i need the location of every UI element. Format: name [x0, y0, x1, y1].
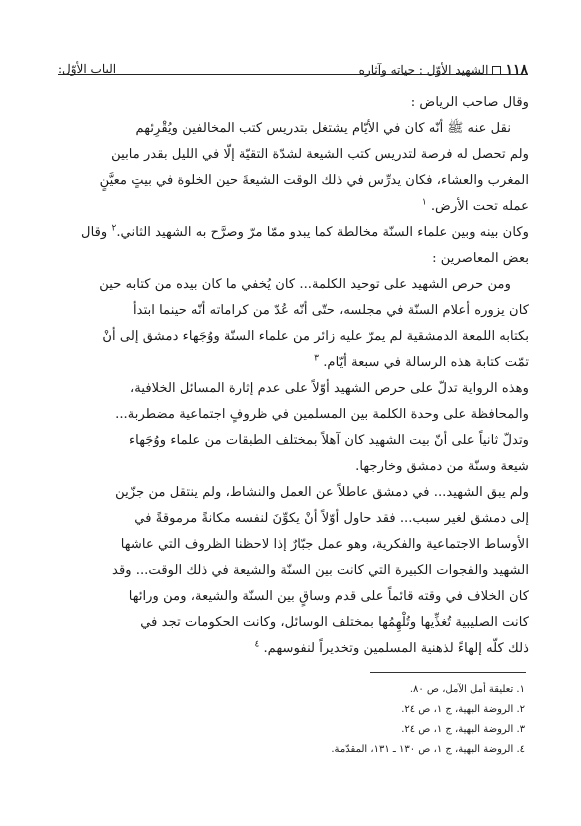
footnote-item: ٤. الروضة البهية، ج ١، ص ١٣٠ ـ ١٣١، المقدّمة. — [331, 744, 525, 755]
book-title: الشهيد الأوّل : حياته وآثاره — [358, 63, 489, 77]
footnotes — [55, 680, 525, 760]
paragraph-line: الأوساط الاجتماعية والفكرية، وهو عمل جبّارٌ إذا لاحظنا الظروف التي عاشها — [120, 537, 529, 552]
paragraph-line: كانت الصليبية تُغذِّيها وتُلْهِمُها بمختلف الوسائل، وكانت الحكومات تجد في — [140, 615, 529, 630]
paragraph-line: بكتابه اللمعة الدمشقية لم يمرّ عليه زائر من علماء السنّة ووُجَهاء دمشق إلى أنْ — [102, 329, 529, 344]
paragraph-line: بعض المعاصرين : — [432, 251, 529, 266]
paragraph-line: الشهيد والفجوات الكبيرة التي كانت بين السنّة والشيعة في ذلك الوقت... وقد — [112, 563, 529, 578]
paragraph-line: ذلك كلّه إلهاءً لذهنية المسلمين وتخديراً لنفوسهم. $^٤$ — [254, 639, 529, 656]
paragraph-line: كان الخلاف في وقته قائماً على قدم وساقٍ بين السنّة والشيعة، ومن ورائها — [128, 589, 529, 604]
footnote-ref: ٣ — [314, 353, 320, 364]
paragraph-line: عمله تحت الأرض. $^١$ — [421, 197, 529, 214]
paragraph-line: نقل عنه ﷺ أنّه كان في الأيّام يشتغل بتدريس كتب المخالفين ويُقْرِئهم — [135, 121, 511, 136]
paragraph-line: ولم يبق الشهيد... في دمشق عاطلاً عن العمل والنشاط، ولم ينتقل من جزّين — [115, 485, 529, 500]
footnote-ref: ٢ — [111, 223, 117, 234]
footnote-ref: ٤ — [254, 639, 260, 650]
paragraph-line: وكان بينه وبين علماء السنّة مخالطة كما يبدو ممّا مرّ وصرَّح به الشهيد الثاني.$^٢$ وقال — [81, 223, 529, 240]
main-text — [53, 90, 529, 662]
paragraph-line: ومن حرص الشهيد على توحيد الكلمة... كان يُخفي ما كان بيده من كتابه حين — [99, 277, 511, 292]
header-rule — [58, 74, 528, 75]
page-number: ١١٨ — [505, 62, 528, 78]
paragraph-line: وقال صاحب الرياض : — [410, 95, 529, 110]
footnote-item: ٢. الروضة البهية، ج ١، ص ٢٤. — [401, 704, 525, 715]
header-book-info — [359, 62, 528, 78]
paragraph-line: والمحافظة على وحدة الكلمة بين المسلمين في ظروفٍ اجتماعية مضطربة... — [115, 407, 529, 422]
footnote-ref: ١ — [421, 197, 427, 208]
paragraph-line: المغرب والعشاء، فكان يدرِّس في ذلك الوقت الشيعةَ حين الخلوة في بيتٍ معيَّنٍ — [99, 173, 529, 188]
paragraph-line: تمّت كتابة هذه الرسالة في سبعة أيّام. $^٣$ — [314, 353, 529, 370]
paragraph-line: وتدلّ ثانياً على أنّ بيت الشهيد كان آهلاً بمختلف الطبقات من علماء ووُجَهاء — [128, 433, 529, 448]
footnote-item: ١. تعليقة أمل الآمل، ص ٨٠. — [409, 684, 525, 695]
paragraph-line: كان يزوره أعلام السنّة في مجلسه، حتّى أنّه عُدّ من كراماته أنّه حينما ابتدأ — [133, 303, 529, 318]
paragraph-line: وهذه الرواية تدلّ على حرص الشهيد أوّلاً على عدم إثارة المسائل الخلافية، — [130, 381, 529, 396]
paragraph-line: ولم تحصل له فرصة لتدريس كتب الشيعة لشدّة التقيّة إلّا في الليل بقدر مابين — [111, 147, 529, 162]
footnote-rule — [370, 672, 526, 673]
chapter-title: الباب الأوّل: — [58, 62, 117, 76]
footnote-item: ٣. الروضة البهية، ج ١، ص ٢٤. — [401, 724, 525, 735]
paragraph-line: شيعة وسنّة من دمشق وخارجها. — [355, 459, 529, 474]
paragraph-line: إلى دمشق لغير سبب... فقد حاول أوّلاً أنْ يكوِّنَ لنفسه مكانةً مرموقةً في — [134, 511, 529, 526]
